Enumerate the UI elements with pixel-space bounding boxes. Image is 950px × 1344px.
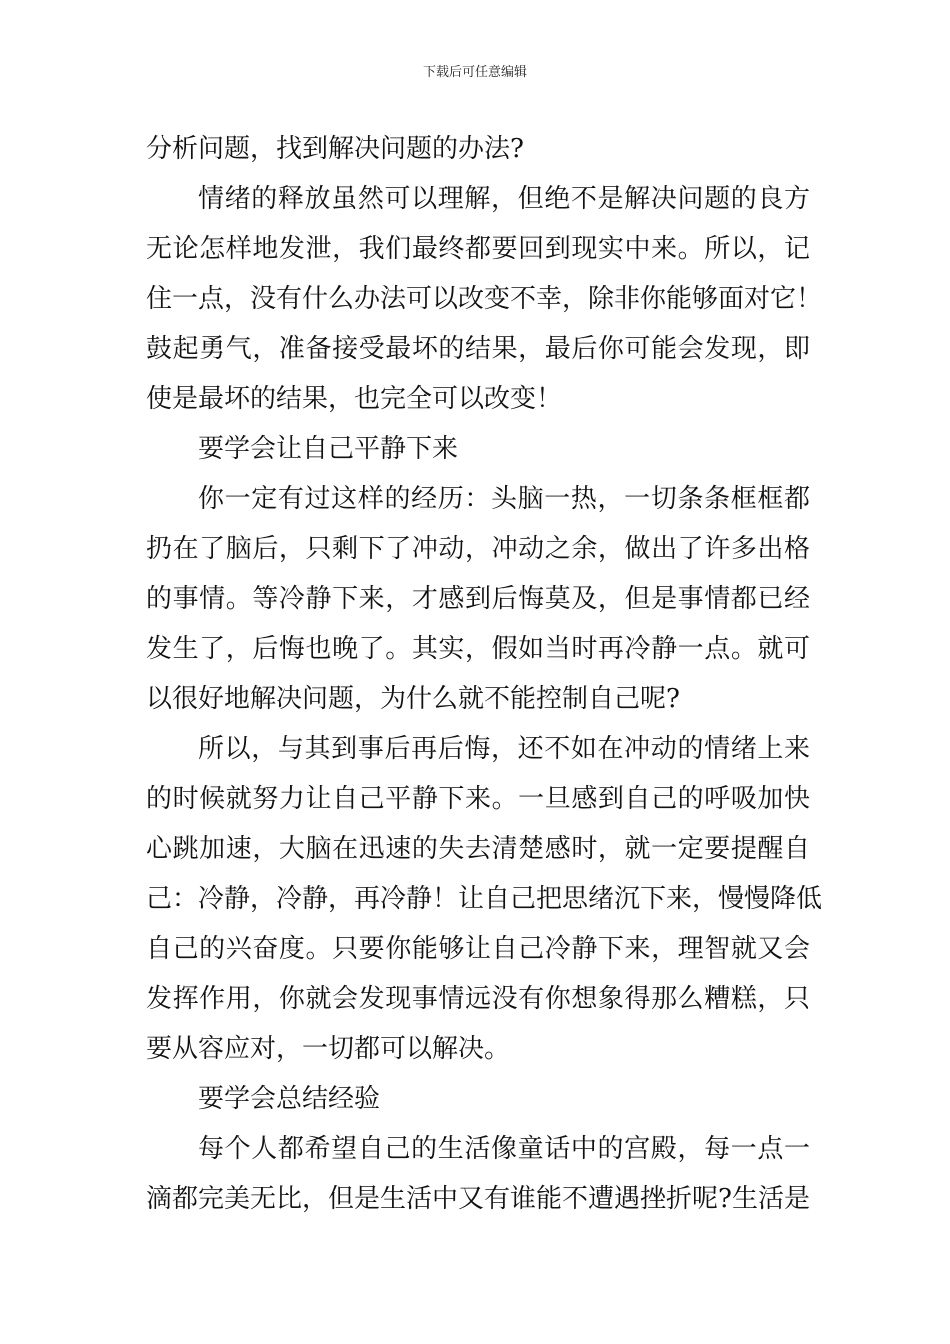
text-line: 分析问题，找到解决问题的办法? [146, 134, 524, 164]
text-line: 你一定有过这样的经历：头脑一热，一切条条框框都 [198, 484, 810, 514]
text-line: 要学会让自己平静下来 [198, 434, 459, 464]
document-body [146, 124, 823, 1224]
text-line: 滴都完美无比，但是生活中又有谁能不遭遇挫折呢?生活是 [146, 1184, 810, 1214]
text-line: 心跳加速，大脑在迅速的失去清楚感时，就一定要提醒自 [146, 834, 810, 864]
text-line: 扔在了脑后，只剩下了冲动，冲动之余，做出了许多出格 [146, 534, 810, 564]
text-line: 要从容应对，一切都可以解决。 [146, 1034, 511, 1064]
page-header: 下载后可任意编辑 [422, 65, 527, 80]
text-line: 鼓起勇气，准备接受最坏的结果，最后你可能会发现，即 [146, 334, 810, 364]
text-line: 的事情。等冷静下来，才感到后悔莫及，但是事情都已经 [146, 584, 810, 614]
text-line: 所以，与其到事后再后悔，还不如在冲动的情绪上来 [198, 734, 810, 764]
text-line: 住一点，没有什么办法可以改变不幸，除非你能够面对它！ [146, 284, 823, 314]
text-line: 以很好地解决问题，为什么就不能控制自己呢? [146, 684, 680, 714]
text-line: 自己的兴奋度。只要你能够让自己冷静下来，理智就又会 [146, 934, 810, 964]
text-line: 发生了，后悔也晚了。其实，假如当时再冷静一点。就可 [146, 634, 810, 664]
text-line: 情绪的释放虽然可以理解，但绝不是解决问题的良方 [198, 184, 810, 214]
text-line: 无论怎样地发泄，我们最终都要回到现实中来。所以，记 [146, 234, 810, 264]
text-line: 己：冷静，冷静，再冷静！让自己把思绪沉下来，慢慢降低 [146, 884, 823, 914]
text-line: 要学会总结经验 [198, 1084, 381, 1114]
text-line: 使是最坏的结果，也完全可以改变！ [146, 384, 563, 414]
text-line: 发挥作用，你就会发现事情远没有你想象得那么糟糕，只 [146, 984, 810, 1014]
text-line: 的时候就努力让自己平静下来。一旦感到自己的呼吸加快 [146, 784, 810, 814]
text-line: 每个人都希望自己的生活像童话中的宫殿，每一点一 [198, 1134, 810, 1164]
